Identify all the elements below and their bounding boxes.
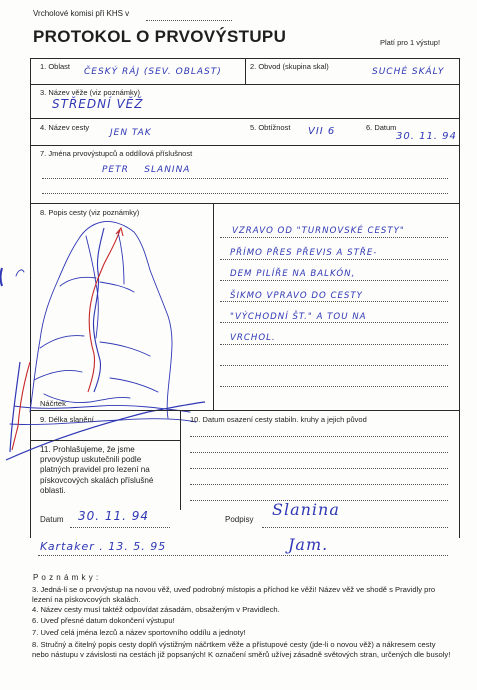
field-6-value: 30. 11. 94 [396,131,457,142]
field-5-value: VII 6 [308,126,336,137]
field-2-value: SUCHÉ SKÁLY [372,67,445,77]
field-8-label: 8. Popis cesty (viz poznámky) [40,208,140,217]
description-line-5: "VÝCHODNÍ ŠT." A TOU NA [230,312,367,322]
description-line-6: VRCHOL. [230,333,276,343]
field-9-label: 9. Délka slanění [40,415,94,424]
field-3-value: STŘEDNÍ VĚŽ [52,97,144,111]
date-label: Datum [40,515,64,524]
field-1-label: 1. Oblast [40,62,71,71]
note-item: 8. Stručný a čitelný popis cesty doplň výstižným náčrtkem věže a přístupové cesty (jde-li o novou věž) a nákresem cesty nebo nástupu v závislosti na cestách již popsaných! K označení směrů užívej zásadně světových stran, určených dle busoly! [32,640,451,659]
note-item: 7. Uveď celá jména lezců a název sportovního oddílu a jednoty! [32,628,246,637]
field-11-declaration: 11. Prohlašujeme, že jsme prvovýstup uskutečnili podle platných pravidel pro lezení na pískovcových skalách příslušné oblasti. [40,445,154,495]
committee-label: Vrcholové komisi při KHS v [33,9,130,18]
field-6-label: 6. Datum [366,123,397,132]
field-1-value: ČESKÝ RÁJ (SEV. OBLAST) [84,67,222,77]
field-3-label: 3. Název věže (viz poznámky) [40,88,141,97]
description-line-2: PŘÍMO PŘES PŘEVIS A STŘE- [230,248,378,258]
description-line-1: VZRAVO OD "TURNOVSKÉ CESTY" [232,226,405,236]
note-item: 4. Název cesty musí taktéž odpovídat zásadám, obsaženým v Pravidlech. [32,605,280,614]
field-5-label: 5. Obtížnost [250,123,291,132]
field-2-label: 2. Obvod (skupina skal) [250,62,329,71]
field-7-value: PETR SLANINA [102,165,191,175]
field-7-label: 7. Jména prvovýstupců a oddílová příslušnost [40,149,193,158]
description-line-3: DEM PILÍŘE NA BALKÓN, [230,269,356,279]
note-item: 3. Jedná-li se o prvovýstup na novou věž, uveď podrobný místopis a příchod ke věži! Název věž ve shodě s Pravidly pro lezení na pískovcových skalách. [32,585,436,604]
date-value: 30. 11. 94 [78,509,150,523]
route-sketch [0,212,215,470]
validity-note: Platí pro 1 výstup! [380,38,441,47]
signatures-label: Podpisy [225,515,254,524]
sketch-label: Náčrtek [40,399,66,408]
notes-title: P o z n á m k y : [33,573,99,582]
signature-2: Jam. [288,535,329,554]
note-item: 6. Uveď přesné datum dokončení výstupu! [32,616,175,625]
field-10-label: 10. Datum osazení cesty stabiln. kruhy a jejich původ [190,415,367,424]
form-title: PROTOKOL O PRVOVÝSTUPU [33,27,287,46]
field-4-label: 4. Název cesty [40,123,90,132]
signature-1: Slanina [272,500,340,519]
field-4-value: JEN TAK [110,128,152,138]
second-signature-date: Kartaker . 13. 5. 95 [40,540,167,553]
committee-fill-line [146,20,232,21]
description-line-4: ŠIKMO VPRAVO DO CESTY [230,291,363,301]
